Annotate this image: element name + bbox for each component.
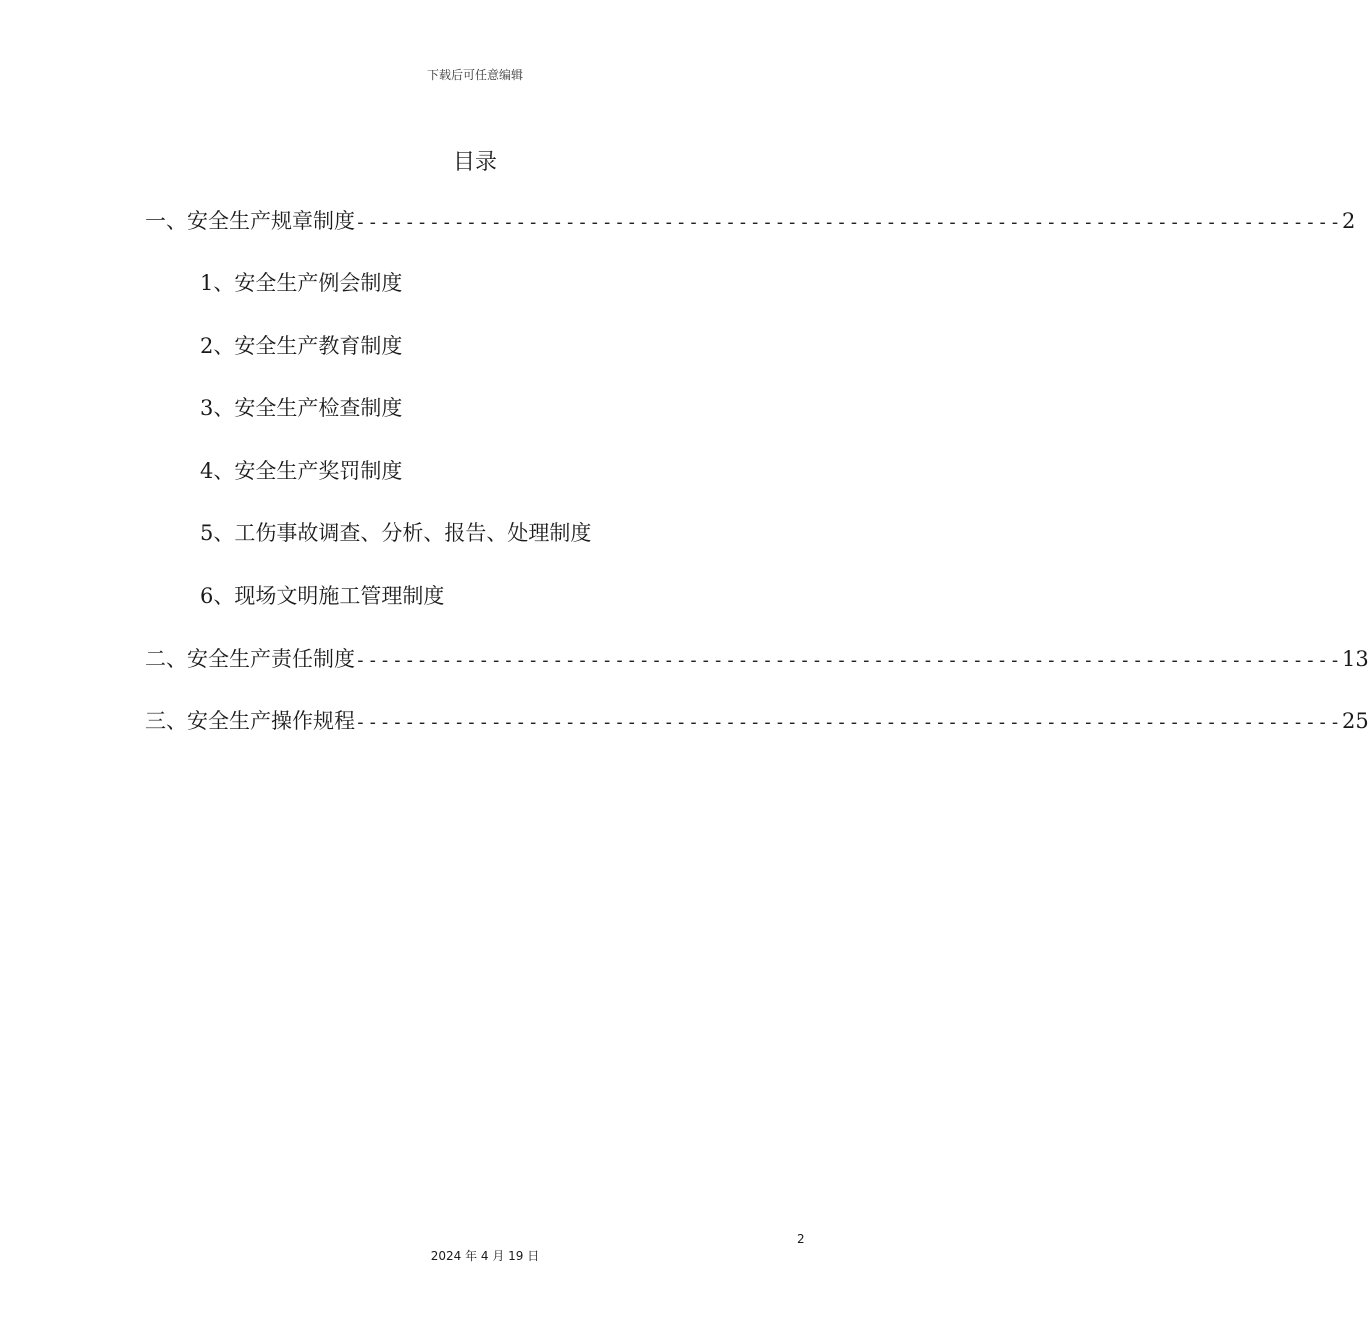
toc-entry-label: 5、工伤事故调查、分析、报告、处理制度	[200, 521, 592, 545]
toc-entry-label: 二、安全生产责任制度	[145, 647, 355, 671]
toc-subentry-2[interactable]	[200, 331, 779, 361]
page-number: 2	[797, 1232, 805, 1246]
toc-entry-label: 6、现场文明施工管理制度	[200, 584, 445, 608]
toc-entry-label: 1、安全生产例会制度	[200, 271, 403, 295]
toc-leader: --------------------------------------------------------------------------------	[355, 712, 1342, 733]
toc-subentry-4[interactable]	[200, 456, 779, 486]
toc-entry-label: 三、安全生产操作规程	[145, 709, 355, 733]
toc-entry-3[interactable]	[145, 706, 1369, 738]
toc-entry-1[interactable]	[145, 206, 1356, 238]
toc-entry-2[interactable]	[145, 644, 1369, 676]
toc-entry-page: 2	[1341, 209, 1356, 233]
toc-leader: --------------------------------------------------------------------------------	[355, 212, 1342, 233]
toc-subentry-5[interactable]	[200, 518, 779, 548]
toc-entry-label: 一、安全生产规章制度	[145, 209, 355, 233]
footer-date: 2024 年 4 月 19 日	[430, 1249, 540, 1263]
toc-title: 目录	[452, 150, 497, 175]
toc-entry-page: 25	[1341, 709, 1369, 733]
toc-entry-page: 13	[1341, 647, 1369, 671]
toc-entry-label: 3、安全生产检查制度	[200, 396, 403, 420]
toc-subentry-6[interactable]	[200, 581, 779, 611]
toc-subentry-3[interactable]	[200, 393, 779, 423]
toc-subentry-1[interactable]	[200, 268, 779, 298]
toc-leader: --------------------------------------------------------------------------------	[355, 650, 1342, 671]
toc-entry-label: 4、安全生产奖罚制度	[200, 459, 403, 483]
header-note: 下载后可任意编辑	[426, 68, 523, 82]
toc-entry-label: 2、安全生产教育制度	[200, 334, 403, 358]
